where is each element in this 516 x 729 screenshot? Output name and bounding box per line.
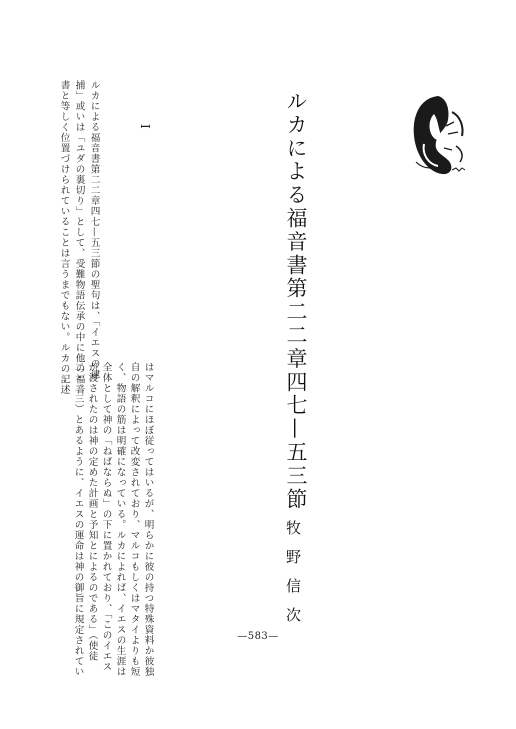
- author-name: 牧野信次: [284, 520, 302, 636]
- body-text-line: が渡されたのは神の定めた計画と予知とによるのである」（使徒: [86, 362, 98, 662]
- page-number: —583—: [237, 631, 279, 642]
- body-text-line: 書と等しく位置づけられていることは言うまでもない。ルカの記述: [58, 80, 70, 395]
- body-text-line: 自の解釈によって改変されており、マルコもしくはマタイよりも短: [128, 362, 140, 677]
- body-text-line: 全体として神の「ねばならぬ」の下に置かれており、「このイエス: [100, 362, 112, 673]
- article-title: ルカによる福音書第二二章四七—五三節: [284, 90, 308, 512]
- body-text-line: はマルコにほぼ従ってはいるが、明らかに彼の持つ特殊資料か彼独: [142, 362, 154, 677]
- section-number: I: [138, 124, 152, 129]
- body-text-line: ルカによる福音書第二二章四七—五三節の聖句は、「イエスの逮: [88, 80, 100, 380]
- body-text-line: 捕」或いは「ユダの裏切り」として、受難物語伝承の中に他の福音: [73, 80, 85, 395]
- body-text-line: く、物語の筋は明確になっている。ルカによれば、イエスの生涯は: [114, 362, 126, 677]
- body-text-line: 二・二三）とあるように、イエスの運命は神の御旨に規定されてい: [72, 362, 84, 677]
- ear-sketch-icon: [408, 92, 470, 182]
